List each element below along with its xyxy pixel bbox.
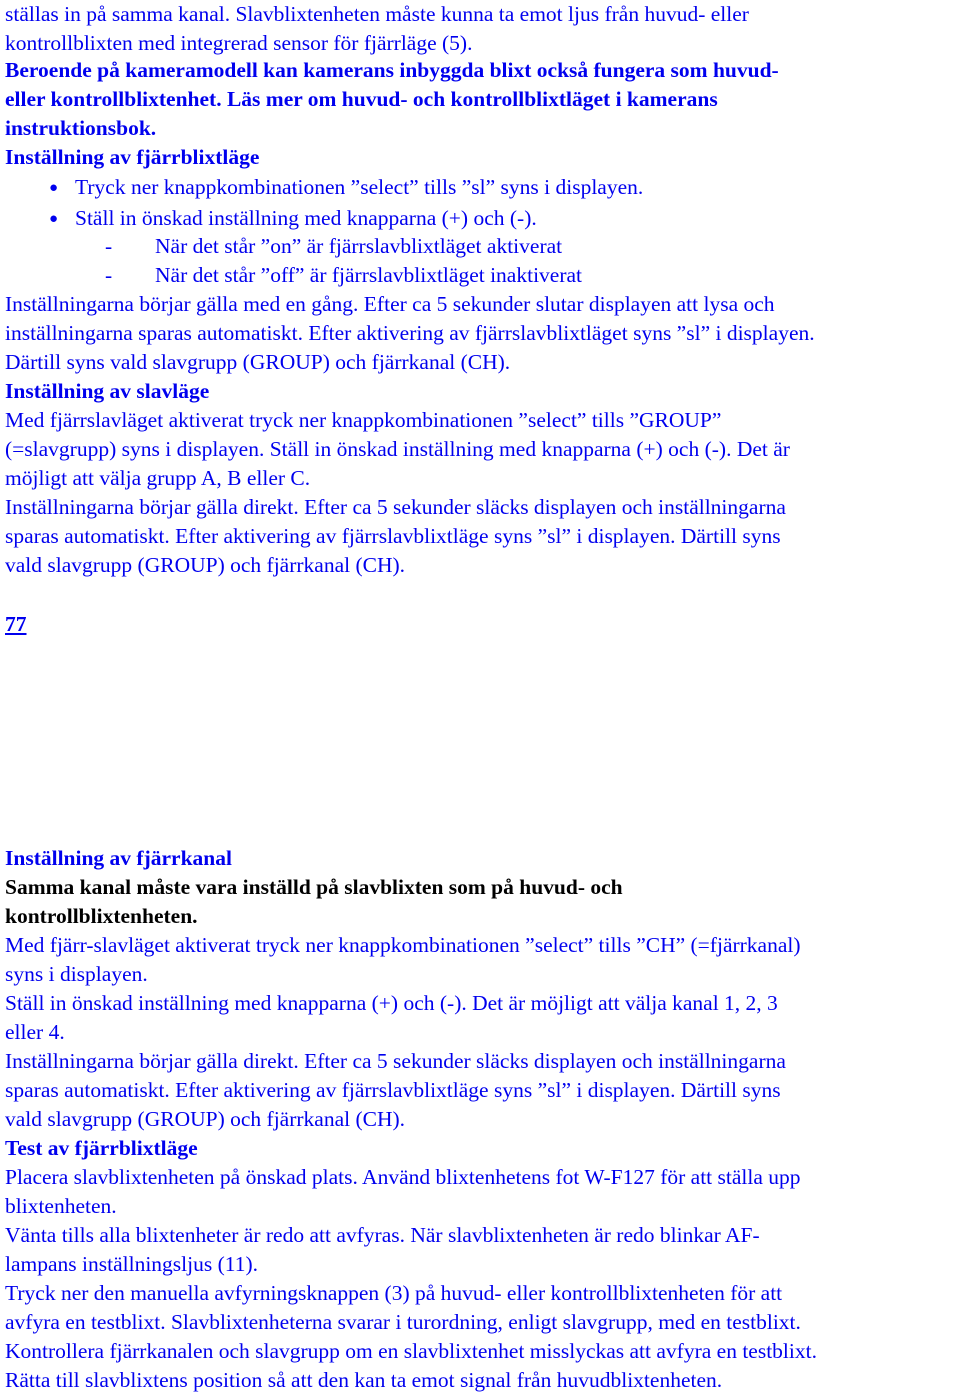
- dash-symbol: -: [105, 234, 113, 258]
- text-line: ställas in på samma kanal. Slavblixtenheten måste kunna ta emot ljus från huvud- eller: [5, 2, 749, 26]
- text-line: Med fjärrslavläget aktiverat tryck ner knappkombinationen ”select” tills ”GROUP”: [5, 408, 722, 432]
- dash-item: [105, 261, 582, 290]
- text-line: Tryck ner den manuella avfyrningsknappen (3) på huvud- eller kontrollblixtenheten för att: [5, 1281, 783, 1305]
- text-line: sparas automatiskt. Efter aktivering av fjärrslavblixtläge syns ”sl” i displayen. Därtill syns: [5, 524, 781, 548]
- dash-text: När det står ”on” är fjärrslavblixtläget aktiverat: [155, 234, 563, 258]
- text-line: Därtill syns vald slavgrupp (GROUP) och fjärrkanal (CH).: [5, 350, 511, 374]
- text-line: möjligt att välja grupp A, B eller C.: [5, 466, 311, 490]
- text-line: Med fjärr-slavläget aktiverat tryck ner knappkombinationen ”select” tills ”CH” (=fjärrkanal): [5, 933, 801, 957]
- section-heading-slave-mode: Inställning av slavläge: [5, 379, 210, 403]
- text-line: Inställningarna börjar gälla direkt. Efter ca 5 sekunder släcks displayen och inställningarna: [5, 1049, 786, 1073]
- text-line: vald slavgrupp (GROUP) och fjärrkanal (CH).: [5, 553, 406, 577]
- bullet-text: Tryck ner knappkombinationen ”select” tills ”sl” syns i displayen.: [75, 175, 644, 199]
- text-line: lampans inställningsljus (11).: [5, 1252, 259, 1276]
- dash-item: [105, 232, 562, 261]
- text-line: sparas automatiskt. Efter aktivering av fjärrslavblixtläge syns ”sl” i displayen. Därtill syns: [5, 1078, 781, 1102]
- section-heading-remote-flash-mode: Inställning av fjärrblixtläge: [5, 145, 260, 169]
- text-line: Samma kanal måste vara inställd på slavblixten som på huvud- och: [5, 875, 623, 899]
- text-line: inställningarna sparas automatiskt. Efter aktivering av fjärrslavblixtläget syns ”sl” i displayen.: [5, 321, 815, 345]
- text-line: Beroende på kameramodell kan kamerans inbyggda blixt också fungera som huvud-: [5, 58, 779, 82]
- text-line: Inställningarna börjar gälla med en gång. Efter ca 5 sekunder slutar displayen att lysa och: [5, 292, 775, 316]
- text-line: Kontrollera fjärrkanalen och slavgrupp om en slavblixtenhet misslyckas att avfyra en testblixt.: [5, 1339, 817, 1363]
- dash-text: När det står ”off” är fjärrslavblixtläget inaktiverat: [155, 263, 583, 287]
- text-line: blixtenheten.: [5, 1194, 117, 1218]
- dash-symbol: -: [105, 263, 113, 287]
- text-line: Ställ in önskad inställning med knapparna (+) och (-). Det är möjligt att välja kanal 1, 2, 3: [5, 991, 778, 1015]
- text-line: Rätta till slavblixtens position så att den kan ta emot signal från huvudblixtenheten.: [5, 1368, 723, 1392]
- bullet-item: [49, 204, 537, 233]
- text-line: vald slavgrupp (GROUP) och fjärrkanal (CH).: [5, 1107, 406, 1131]
- section-heading-test-remote-flash: Test av fjärrblixtläge: [5, 1136, 198, 1160]
- text-line: Vänta tills alla blixtenheter är redo att avfyras. När slavblixtenheten är redo blinkar AF-: [5, 1223, 760, 1247]
- text-line: Placera slavblixtenheten på önskad plats. Använd blixtenhetens fot W-F127 för att ställa upp: [5, 1165, 801, 1189]
- bullet-icon: ●: [49, 211, 59, 227]
- bullet-item: [49, 173, 643, 202]
- text-line: eller kontrollblixtenhet. Läs mer om huvud- och kontrollblixtläget i kamerans: [5, 87, 718, 111]
- text-line: kontrollblixtenheten.: [5, 904, 198, 928]
- bullet-text: Ställ in önskad inställning med knapparna (+) och (-).: [75, 206, 537, 230]
- text-line: eller 4.: [5, 1020, 65, 1044]
- text-line: avfyra en testblixt. Slavblixtenheterna svarar i turordning, enligt slavgrupp, med en testblixt.: [5, 1310, 801, 1334]
- text-line: Inställningarna börjar gälla direkt. Efter ca 5 sekunder släcks displayen och inställningarna: [5, 495, 786, 519]
- text-line: (=slavgrupp) syns i displayen. Ställ in önskad inställning med knapparna (+) och (-). Det är: [5, 437, 790, 461]
- text-line: syns i displayen.: [5, 962, 148, 986]
- text-line: kontrollblixten med integrerad sensor för fjärrläge (5).: [5, 31, 473, 55]
- section-heading-remote-channel: Inställning av fjärrkanal: [5, 846, 232, 870]
- page-number: 77: [5, 612, 27, 636]
- text-line: instruktionsbok.: [5, 116, 157, 140]
- bullet-icon: ●: [49, 180, 59, 196]
